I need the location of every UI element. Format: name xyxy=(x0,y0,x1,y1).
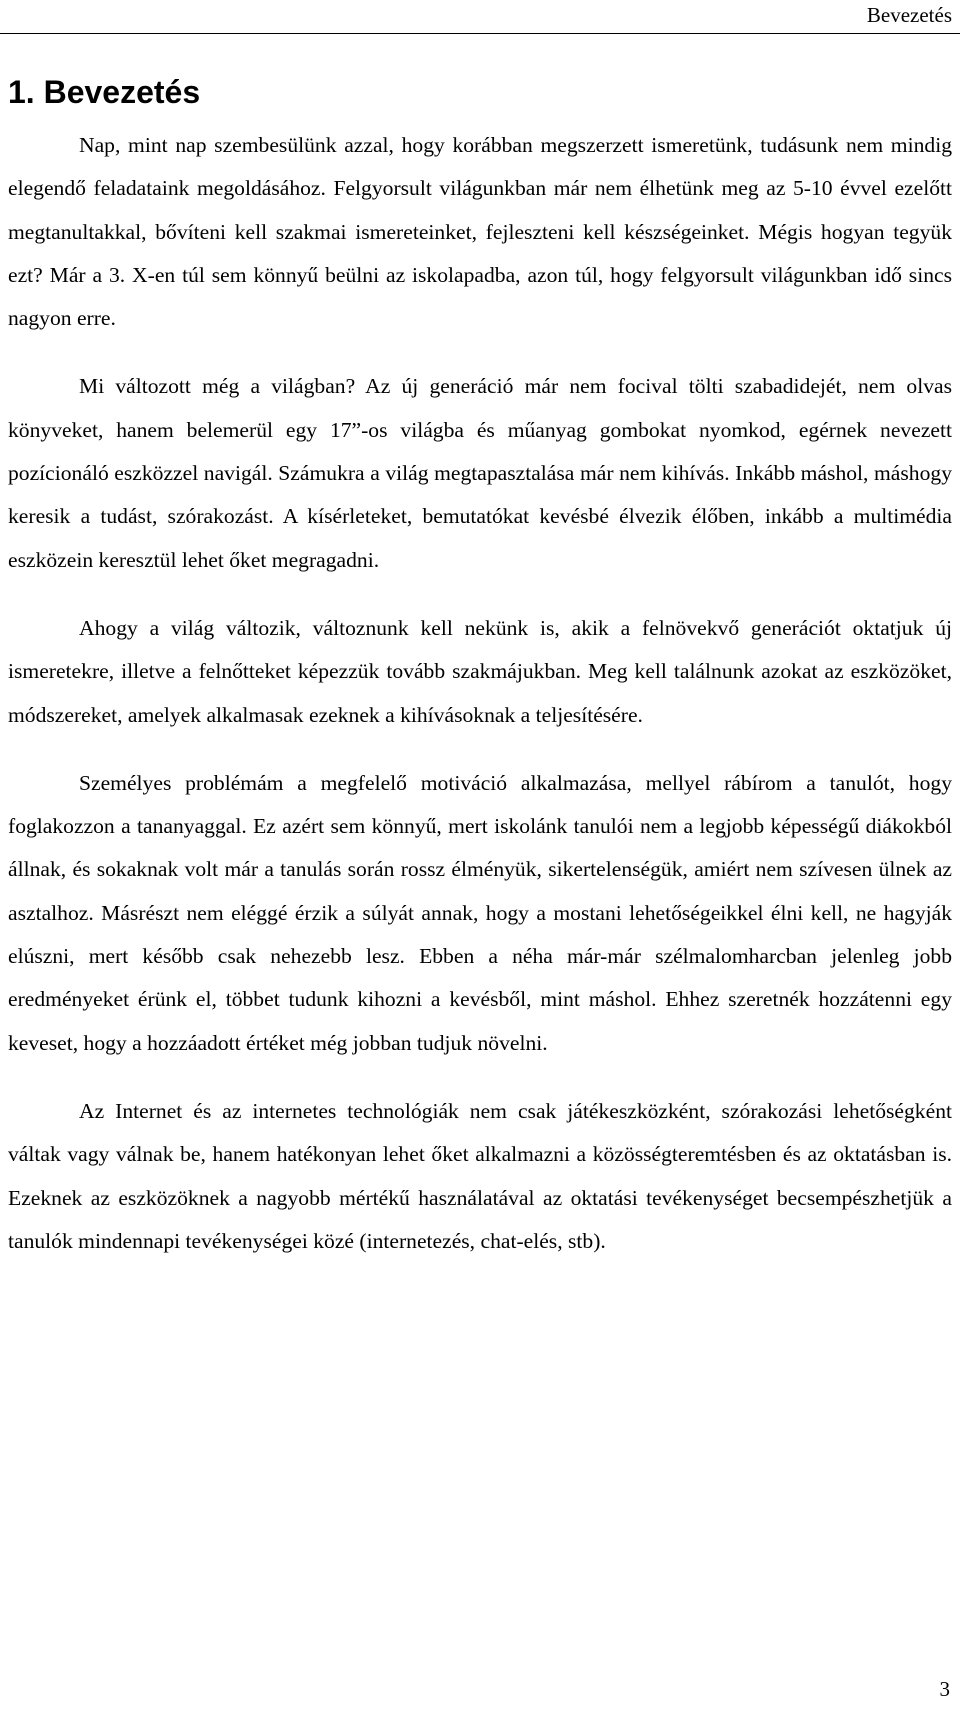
body-text xyxy=(8,124,952,1288)
paragraph: Nap, mint nap szembesülünk azzal, hogy korábban megszerzett ismeretünk, tudásunk nem mindig elegendő feladataink megoldásához. Felgyorsult világunkban már nem élhetünk meg az 5-10 évvel ezelőtt megtanultakkal, bővíteni kell szakmai ismereteinket, fejleszteni kell készségeinket. Mégis hogyan tegyük ezt? Már a 3. X-en túl sem könnyű beülni az iskolapadba, azon túl, hogy felgyorsult világunkban idő sincs nagyon erre. xyxy=(8,133,952,331)
paragraph: Ahogy a világ változik, változnunk kell nekünk is, akik a felnövekvő generációt oktatjuk új ismeretekre, illetve a felnőtteket képezzük tovább szakmájukban. Meg kell találnunk azokat az eszközöket, módszereket, amelyek alkalmasak ezeknek a kihívásoknak a teljesítésére. xyxy=(8,615,952,727)
page-number: 3 xyxy=(939,1677,950,1701)
running-header xyxy=(0,0,960,34)
paragraph: Az Internet és az internetes technológiák nem csak játékeszközként, szórakozási lehetőségként váltak vagy válnak be, hanem hatékonyan lehet őket alkalmazni a közösségteremtésben és az oktatásban is. Ezeknek az eszközöknek a nagyobb mértékű használatával az oktatási tevékenységet becsempészhetjük a tanulók mindennapi tevékenységei közé (internetezés, chat-elés, stb). xyxy=(8,1098,952,1253)
running-header-title: Bevezetés xyxy=(866,3,952,27)
chapter-title: 1. Bevezetés xyxy=(8,74,201,110)
paragraph: Személyes problémám a megfelelő motiváció alkalmazása, mellyel rábírom a tanulót, hogy foglakozzon a tananyaggal. Ez azért sem könnyű, mert iskolánk tanulói nem a legjobb képességű diákokból állnak, és sokaknak volt már a tanulás során rossz élményük, sikertelenségük, amiért nem szívesen ülnek az asztalhoz. Másrészt nem eléggé érzik a súlyát annak, hogy a mostani lehetőségeikkel élni kell, ne hagyják elúszni, mert később csak nehezebb lesz. Ebben a néha már-már szélmalomharcban jelenleg jobb eredményeket érünk el, többet tudunk kihozni a kevésből, mint máshol. Ehhez szeretnék hozzátenni egy keveset, hogy a hozzáadott értéket még jobban tudjuk növelni. xyxy=(8,770,952,1055)
paragraph: Mi változott még a világban? Az új generáció már nem focival tölti szabadidejét, nem olvas könyveket, hanem belemerül egy 17”-os világba és műanyag gombokat nyomkod, egérnek nevezett pozícionáló eszközzel navigál. Számukra a világ megtapasztalása már nem kihívás. Inkább máshol, máshogy keresik a tudást, szórakozást. A kísérleteket, bemutatókat kevésbé élvezik élőben, inkább a multimédia eszközein keresztül lehet őket megragadni. xyxy=(8,374,952,572)
